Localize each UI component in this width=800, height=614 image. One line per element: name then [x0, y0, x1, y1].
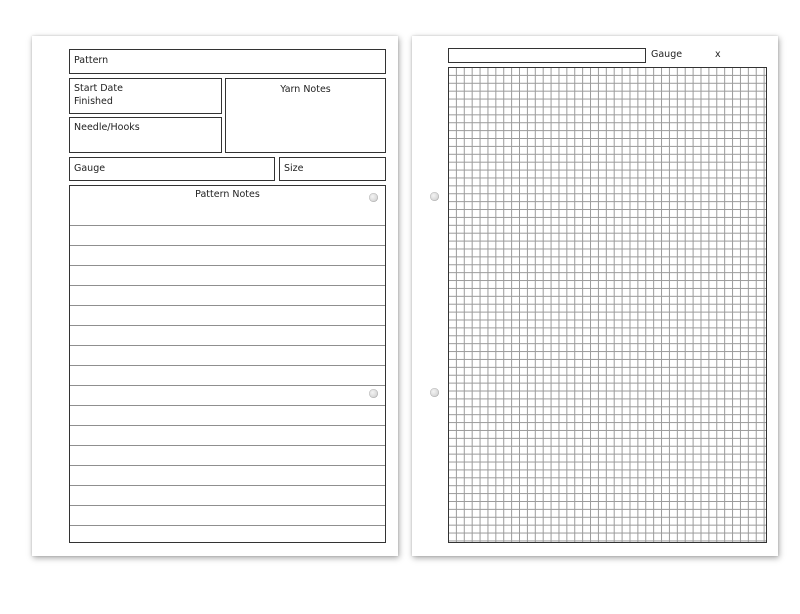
times-symbol: x [715, 49, 721, 60]
ruled-lines [70, 206, 385, 542]
start-date-label: Start Date [74, 83, 123, 94]
size-field[interactable] [279, 157, 386, 181]
start-finish-field[interactable] [69, 78, 222, 114]
punch-hole-top [430, 192, 439, 201]
pattern-label: Pattern [74, 55, 109, 66]
pattern-field[interactable] [69, 49, 386, 74]
size-label: Size [284, 163, 304, 174]
right-page [412, 36, 778, 556]
yarn-notes-label: Yarn Notes [280, 84, 331, 95]
gauge-label: Gauge [74, 163, 106, 174]
gauge-label: Gauge [651, 49, 683, 60]
pattern-notes-label: Pattern Notes [195, 189, 260, 200]
punch-hole-bottom [369, 389, 378, 398]
finished-label: Finished [74, 96, 113, 107]
punch-hole-top [369, 193, 378, 202]
needle-hooks-field[interactable] [69, 117, 222, 153]
needle-hooks-label: Needle/Hooks [74, 122, 140, 133]
gauge-field[interactable] [69, 157, 275, 181]
yarn-notes-field[interactable] [225, 78, 386, 153]
graph-grid[interactable] [448, 67, 767, 543]
left-page [32, 36, 398, 556]
punch-hole-bottom [430, 388, 439, 397]
pattern-notes-area[interactable] [69, 185, 386, 543]
gauge-name-field[interactable] [448, 48, 646, 63]
